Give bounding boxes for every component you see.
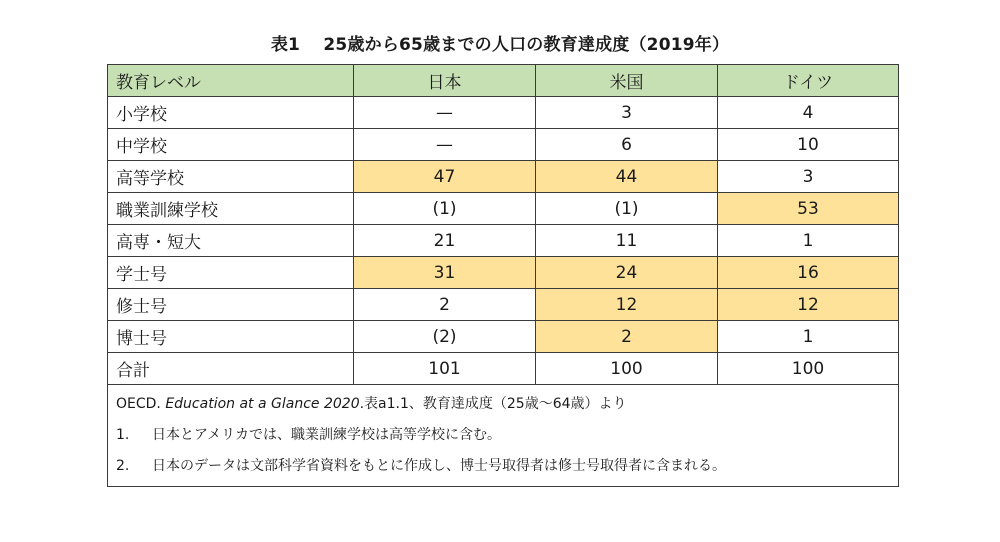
table-row [108,97,899,129]
note-number: 2. [116,458,130,474]
cell-germany: 1 [718,321,899,353]
header-japan: 日本 [354,65,536,97]
cell-japan: (2) [354,321,536,353]
source-title: Education at a Glance 2020 [165,396,360,412]
cell-usa: 24 [536,257,718,289]
cell-germany: 4 [718,97,899,129]
note-item [116,420,890,451]
cell-usa: 3 [536,97,718,129]
header-row [108,65,899,97]
notes-row [108,385,899,487]
cell-usa: (1) [536,193,718,225]
cell-usa: 6 [536,129,718,161]
cell-japan: 47 [354,161,536,193]
cell-japan: 21 [354,225,536,257]
table-row [108,321,899,353]
table-title: 表1 25歳から65歳までの人口の教育達成度（2019年） [270,35,730,55]
cell-usa: 2 [536,321,718,353]
cell-usa: 12 [536,289,718,321]
cell-germany: 3 [718,161,899,193]
row-label: 中学校 [108,129,354,161]
header-usa: 米国 [536,65,718,97]
cell-germany: 100 [718,353,899,385]
cell-usa: 100 [536,353,718,385]
cell-germany: 1 [718,225,899,257]
cell-japan: 31 [354,257,536,289]
row-label: 小学校 [108,97,354,129]
header-education-level: 教育レベル [108,65,354,97]
note-text: 日本のデータは文部科学省資料をもとに作成し、博士号取得者は修士号取得者に含まれる。 [152,458,726,474]
note-item [116,451,890,482]
cell-japan: 101 [354,353,536,385]
cell-usa: 44 [536,161,718,193]
cell-germany: 10 [718,129,899,161]
row-label: 博士号 [108,321,354,353]
cell-germany: 16 [718,257,899,289]
row-label: 職業訓練学校 [108,193,354,225]
note-text: 日本とアメリカでは、職業訓練学校は高等学校に含む。 [152,427,502,443]
row-label: 高専・短大 [108,225,354,257]
row-label: 学士号 [108,257,354,289]
cell-japan: — [354,129,536,161]
source-prefix: OECD. [116,396,166,412]
table-row [108,225,899,257]
note-number: 1. [116,427,130,443]
header-germany: ドイツ [718,65,899,97]
table-row [108,289,899,321]
notes-cell [108,385,899,487]
cell-japan: 2 [354,289,536,321]
cell-germany: 12 [718,289,899,321]
row-label: 合計 [108,353,354,385]
table-row [108,193,899,225]
row-label: 修士号 [108,289,354,321]
table-row-total [108,353,899,385]
table-row [108,161,899,193]
education-attainment-table [107,64,899,487]
source-suffix: .表a1.1、教育達成度（25歳～64歳）より [359,396,627,412]
cell-japan: (1) [354,193,536,225]
table-body [108,97,899,487]
cell-usa: 11 [536,225,718,257]
source-line [116,389,890,420]
row-label: 高等学校 [108,161,354,193]
cell-japan: — [354,97,536,129]
table-row [108,129,899,161]
table-row [108,257,899,289]
cell-germany: 53 [718,193,899,225]
